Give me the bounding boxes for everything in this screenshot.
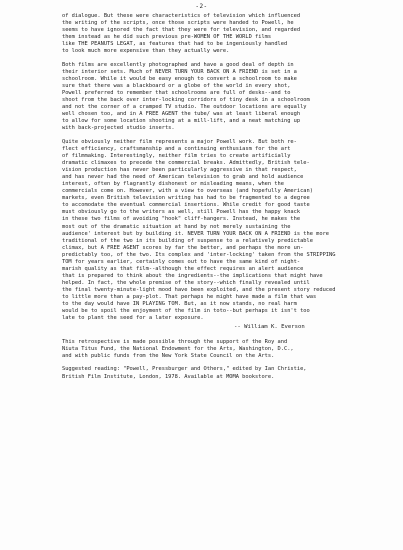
paragraph-line: and not the corner of a cramped TV studio. The outdoor locations are equally — [62, 104, 307, 111]
paragraph-gap — [62, 132, 367, 139]
paragraph-line: markets, even British television writing has had to be fragmented to a degree — [62, 195, 310, 202]
paragraph-line: well chosen too, and in A FREE AGENT the tube/ was at least liberal enough — [62, 111, 301, 118]
footnote-block — [62, 339, 367, 360]
paragraph-line: sure that there was a blackboard or a globe of the world in every shot, — [62, 83, 291, 90]
paragraph-line: audience' interest but by building it. NEVER TURN YOUR BACK ON A FRIEND is the more — [62, 230, 330, 237]
paragraph-line: climax, but A FREE AGENT scores by far the better, and perhaps the more un- — [62, 244, 304, 251]
footnote-block — [62, 366, 367, 380]
paragraph-gap — [62, 360, 367, 367]
paragraph-line: to little more than a pay-plot. That perhaps he might have made a film that was — [62, 293, 317, 300]
paragraph-gap — [62, 55, 367, 62]
paragraph-line: interest, often by flagrantly dishonest or misleading means, when the — [62, 181, 284, 188]
footnote-line: Suggested reading: "Powell, Pressburger and Others," edited by Ian Christie, — [62, 366, 307, 373]
paragraph-line: the writing of the scripts, once those scripts were handed to Powell, he — [62, 20, 294, 27]
paragraph-gap — [62, 332, 367, 339]
paragraph-line: traditional of the two in its building of suspense to a relatively predictable — [62, 237, 313, 244]
paragraph-line: to the day would have IN PLAYING TOM. But, as it now stands, no real harm — [62, 301, 297, 308]
paragraph-line: seems to have ignored the fact that they were for television, and regarded — [62, 27, 301, 34]
paragraph-line: dramatic climaxes to precede the commercial breaks. Admittedly, British tele- — [62, 160, 310, 167]
paragraph-line: to accomodate the eventual commercial insertions. While credit for good taste — [62, 202, 310, 209]
paragraph-line: that is prepared to think about the ingredients--the implications that might have — [62, 272, 323, 279]
footnote-line: Niuta Titus Fund, the National Endowment for the Arts, Washington, D.C., — [62, 345, 294, 352]
paragraph-line: marish quality as that film--although the effect requires an alert audience — [62, 265, 304, 272]
paragraph-line: their interior sets. Much of NEVER TURN YOUR BACK ON A FRIEND is set in a — [62, 68, 297, 75]
document-body — [62, 13, 367, 381]
paragraph-line: vision production has never been particularly aggressive in that respect, — [62, 167, 297, 174]
paragraph-line: to allow for some location shooting at a mill-lift, and a neat matching up — [62, 118, 301, 125]
body-paragraph — [62, 62, 367, 132]
signature: -- William K. Everson — [234, 324, 305, 331]
paragraph-line: Powell preferred to remember that schoolrooms are full of desks--and to — [62, 90, 291, 97]
body-paragraph — [62, 139, 367, 322]
paragraph-line: Both films are excellently photographed and have a good deal of depth in — [62, 61, 294, 68]
page-number: -2- — [195, 3, 208, 10]
paragraph-line: and has never had the need of American television to grab and hold audience — [62, 174, 304, 181]
paragraph-line: in these two films of avoiding "hook" cliff-hangers. Instead, he makes the — [62, 216, 301, 223]
paragraph-line: helped. In fact, the whole premise of the story--which finally revealed until — [62, 279, 310, 286]
body-paragraph — [62, 13, 367, 55]
paragraph-line: late to plant the seed for a later exposure. — [62, 315, 204, 322]
paragraph-line: most out of the dramatic situation at hand by not merely sustaining the — [62, 223, 291, 230]
paragraph-line: the final twenty-minute-light mood have been exploited, and the present story reduced — [62, 286, 336, 293]
paragraph-line: Quite obviously neither film represents a major Powell work. But both re- — [62, 138, 297, 145]
paragraph-line: with back-projected studio inserts. — [62, 125, 175, 132]
paragraph-line: like THE PEANUTS LEGAT, as features that had to be ingeniously handled — [62, 41, 288, 48]
paragraph-line: commercials come on. However, with a view to overseas (and hopefully American) — [62, 188, 313, 195]
paragraph-line: predictably too, of the two. Its complex and 'inter-locking' taken from the STRIPPING — [62, 251, 336, 258]
paragraph-line: must obviously go to the writers as well, still Powell has the happy knack — [62, 209, 301, 216]
footnote-line: British Film Institute, London, 1978. Available at MOMA bookstore. — [62, 373, 275, 380]
footnote-line: and with public funds from the New York State Council on the Arts. — [62, 352, 275, 359]
paragraph-line: them instead as he did such previous pre-WOMEN OF THE WORLD films — [62, 34, 272, 41]
paragraph-line: TOM for years earlier, certainly comes out to have the same kind of night- — [62, 258, 301, 265]
footnote-line: This retrospective is made possible through the support of the Roy and — [62, 338, 288, 345]
paragraph-line: of filmmaking. Interestingly, neither film tries to create artificially — [62, 153, 291, 160]
paragraph-line: would be to spoil the enjoyment of the film in toto--but perhaps it isn't too — [62, 308, 310, 315]
paragraph-line: flect efficiency, craftsmanship and a continuing enthusiasm for the art — [62, 145, 291, 152]
paragraph-line: shoot from the back over inter-locking corridors of tiny desk in a schoolroom — [62, 97, 310, 104]
paragraph-line: to look much more expensive than they actually were. — [62, 48, 230, 55]
paragraph-line: schoolroom. While it would be easy enough to convert a schoolroom to make — [62, 75, 297, 82]
paragraph-line: of dialogue. But these were characteristics of television which influenced — [62, 13, 301, 19]
